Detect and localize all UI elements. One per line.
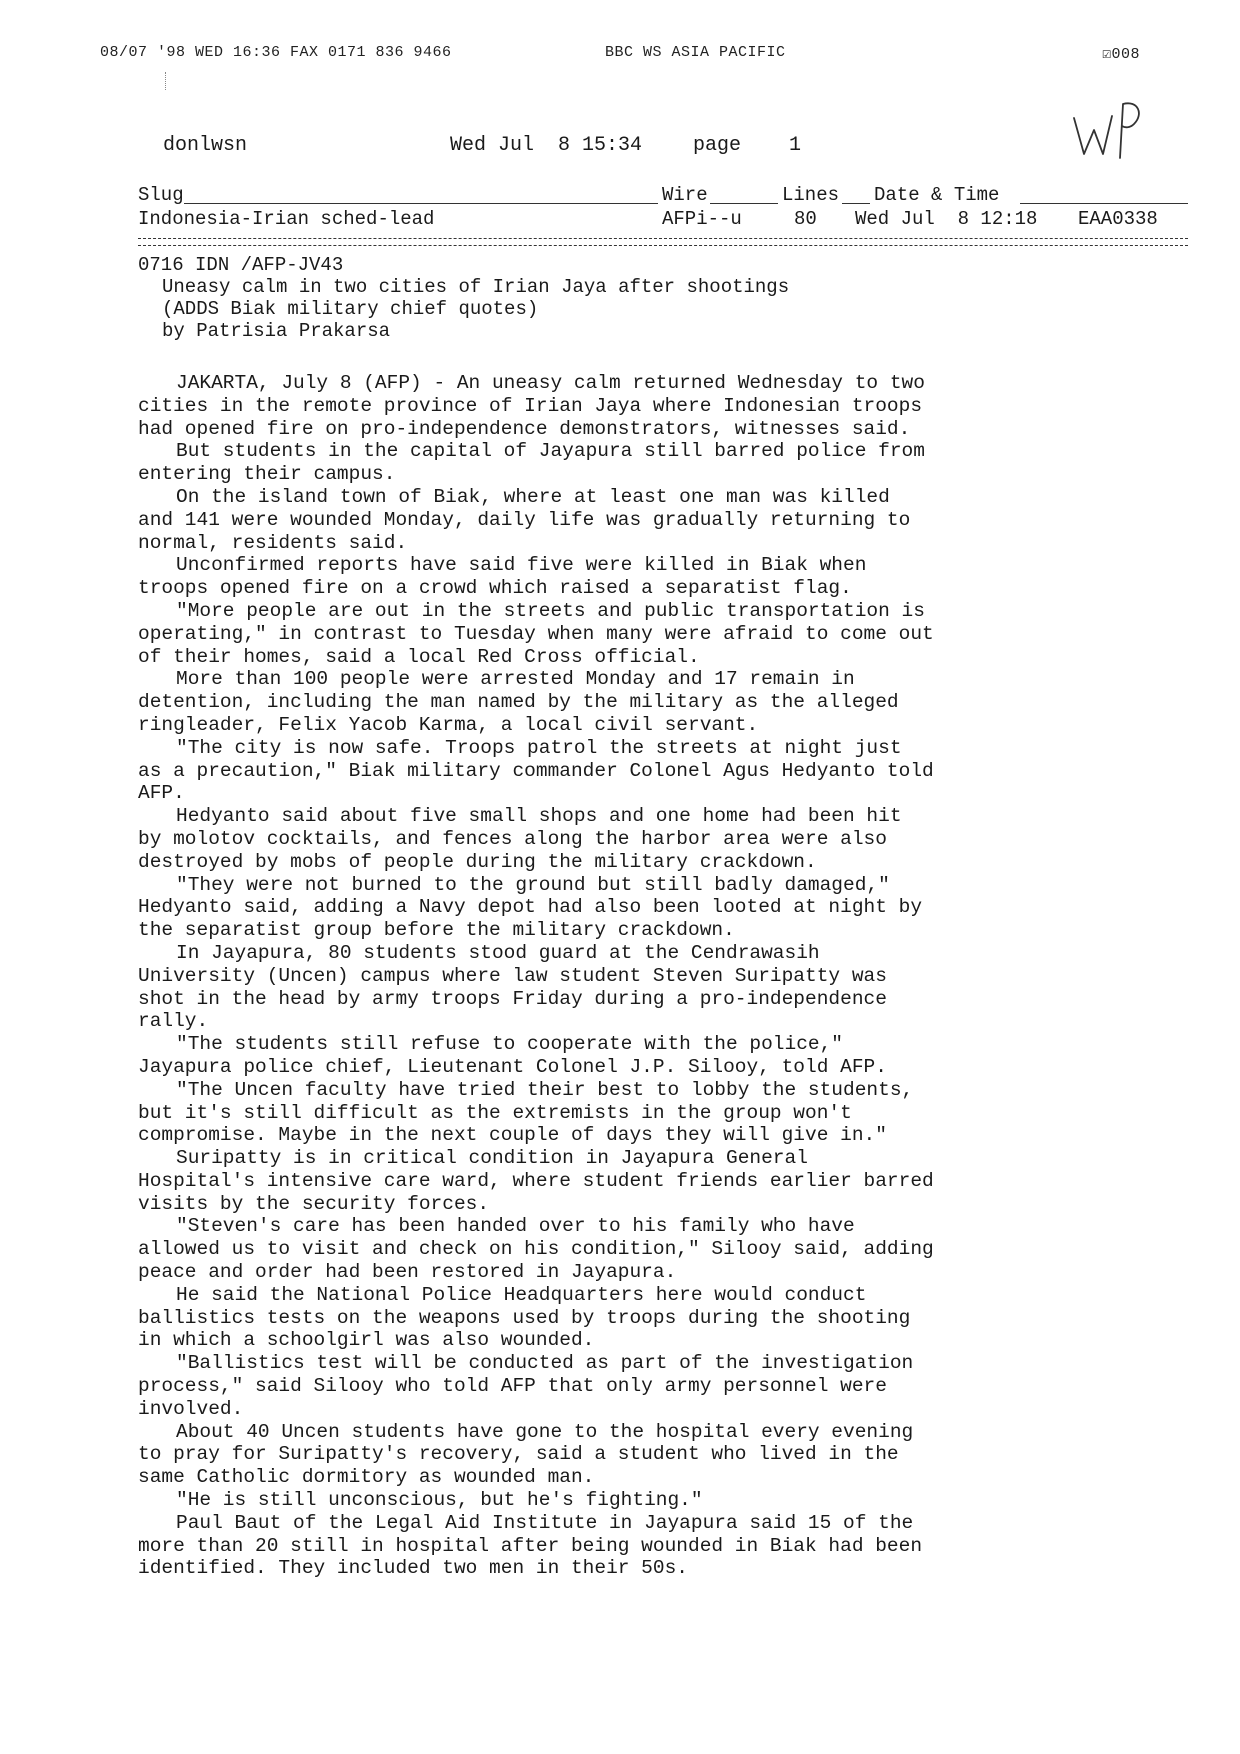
body-line: destroyed by mobs of people during the military crackdown.: [138, 850, 817, 873]
body-line: same Catholic dormitory as wounded man.: [138, 1466, 595, 1489]
body-line: "Ballistics test will be conducted as part of the investigation: [176, 1352, 914, 1375]
body-line: involved.: [138, 1397, 244, 1420]
body-line: of their homes, said a local Red Cross official.: [138, 645, 700, 668]
story-byline: by Patrisia Prakarsa: [162, 320, 391, 342]
body-line: by molotov cocktails, and fences along the harbor area were also: [138, 827, 887, 850]
wire-underline: [710, 203, 778, 204]
story-headline: Uneasy calm in two cities of Irian Jaya after shootings: [162, 276, 790, 298]
fax-header-timestamp: 08/07 '98 WED 16:36 FAX 0171 836 9466: [100, 44, 452, 61]
body-line: Hedyanto said about five small shops and one home had been hit: [176, 805, 902, 828]
body-line: More than 100 people were arrested Monday and 17 remain in: [176, 668, 855, 691]
body-line: more than 20 still in hospital after being wounded in Biak had been: [138, 1534, 923, 1557]
body-line: rally.: [138, 1010, 209, 1033]
body-line: JAKARTA, July 8 (AFP) - An uneasy calm returned Wednesday to two: [176, 372, 925, 394]
print-user: donlwsn: [163, 134, 248, 157]
date-time-underline: [1020, 203, 1188, 204]
body-line: identified. They included two men in their 50s.: [138, 1557, 688, 1580]
print-date: Wed Jul 8 15:34: [450, 134, 643, 157]
slug-table-header-row: [138, 184, 1188, 208]
body-line: detention, including the man named by the military as the alleged: [138, 691, 899, 714]
header-separator-rule: [138, 238, 1188, 246]
body-line: Suripatty is in critical condition in Jayapura General: [176, 1147, 808, 1170]
body-line: AFP.: [138, 782, 185, 805]
body-line: in which a schoolgirl was also wounded.: [138, 1329, 595, 1352]
slug-header: Slug: [138, 184, 184, 206]
date-time-header: Date & Time: [874, 184, 1000, 206]
body-line: He said the National Police Headquarters here would conduct: [176, 1283, 867, 1306]
body-line: compromise. Maybe in the next couple of days they will give in.": [138, 1124, 887, 1147]
fax-header-page-counter: ☑008: [1101, 46, 1140, 63]
slug-value: Indonesia-Irian sched-lead: [138, 208, 435, 230]
print-page-label: page: [693, 134, 742, 157]
lines-underline: [842, 203, 870, 204]
print-page-number: 1: [789, 134, 802, 157]
print-page: [693, 134, 801, 157]
body-line: to pray for Suripatty's recovery, said a student who lived in the: [138, 1443, 899, 1466]
body-line: Hospital's intensive care ward, where student friends earlier barred: [138, 1169, 934, 1192]
wire-value: AFPi--u: [662, 208, 742, 230]
body-line: peace and order had been restored in Jayapura.: [138, 1261, 677, 1284]
body-line: ringleader, Felix Yacob Karma, a local civil servant.: [138, 713, 759, 736]
body-line: "Steven's care has been handed over to his family who have: [176, 1215, 855, 1238]
body-line: had opened fire on pro-independence demonstrators, witnesses said.: [138, 417, 911, 440]
fax-transmission-header: [100, 44, 1140, 68]
body-line: process," said Silooy who told AFP that only army personnel were: [138, 1375, 887, 1398]
body-line: troops opened fire on a crowd which raised a separatist flag.: [138, 577, 852, 600]
body-line: About 40 Uncen students have gone to the hospital every evening: [176, 1420, 914, 1443]
body-line: On the island town of Biak, where at least one man was killed: [176, 485, 890, 508]
date-time-value: Wed Jul 8 12:18: [855, 208, 1038, 230]
body-line: "The city is now safe. Troops patrol the streets at night just: [176, 736, 902, 759]
handwritten-initials: [1068, 96, 1148, 166]
body-line: and 141 were wounded Monday, daily life was gradually returning to: [138, 508, 911, 531]
body-line: normal, residents said.: [138, 531, 408, 554]
body-line: "They were not burned to the ground but still badly damaged,": [176, 873, 890, 896]
body-line: But students in the capital of Jayapura still barred police from: [176, 440, 925, 463]
story-subhead: (ADDS Biak military chief quotes): [162, 298, 539, 320]
body-line: visits by the security forces.: [138, 1192, 490, 1215]
slug-underline: [184, 203, 658, 204]
lines-header: Lines: [782, 184, 840, 206]
body-line: "He is still unconscious, but he's fighting.": [176, 1489, 703, 1512]
body-line: Paul Baut of the Legal Aid Institute in Jayapura said 15 of the: [176, 1511, 914, 1534]
body-line: University (Uncen) campus where law student Steven Suripatty was: [138, 964, 887, 987]
body-line: shot in the head by army troops Friday during a pro-independence: [138, 987, 887, 1010]
body-line: "More people are out in the streets and public transportation is: [176, 599, 925, 622]
body-line: cities in the remote province of Irian Jaya where Indonesian troops: [138, 394, 923, 417]
fax-header-sender: BBC WS ASIA PACIFIC: [605, 44, 786, 61]
body-line: operating," in contrast to Tuesday when many were afraid to come out: [138, 622, 934, 645]
body-line: In Jayapura, 80 students stood guard at the Cendrawasih: [176, 941, 820, 964]
body-line: Jayapura police chief, Lieutenant Colonel J.P. Silooy, told AFP.: [138, 1055, 887, 1078]
lines-value: 80: [794, 208, 817, 230]
body-line: entering their campus.: [138, 463, 396, 486]
body-line: allowed us to visit and check on his condition," Silooy said, adding: [138, 1238, 934, 1261]
body-line: but it's still difficult as the extremists in the group won't: [138, 1101, 852, 1124]
wire-header: Wire: [662, 184, 708, 206]
body-line: Unconfirmed reports have said five were killed in Biak when: [176, 554, 867, 577]
body-line: Hedyanto said, adding a Navy depot had also been looted at night by: [138, 896, 923, 919]
body-line: as a precaution," Biak military commander Colonel Agus Hedyanto told: [138, 759, 934, 782]
story-code: EAA0338: [1078, 208, 1158, 230]
body-line: "The students still refuse to cooperate with the police,": [176, 1033, 844, 1056]
body-line: "The Uncen faculty have tried their best to lobby the students,: [176, 1078, 914, 1101]
story-id: 0716 IDN /AFP-JV43: [138, 254, 344, 276]
slug-table: [138, 184, 1188, 232]
slug-table-value-row: [138, 208, 1188, 232]
body-line: ballistics tests on the weapons used by troops during the shooting: [138, 1306, 911, 1329]
story-header: [138, 254, 1138, 342]
body-line: the separatist group before the military crackdown.: [138, 919, 735, 942]
story-body: [138, 372, 1148, 1580]
fax-margin-mark: [165, 72, 167, 90]
